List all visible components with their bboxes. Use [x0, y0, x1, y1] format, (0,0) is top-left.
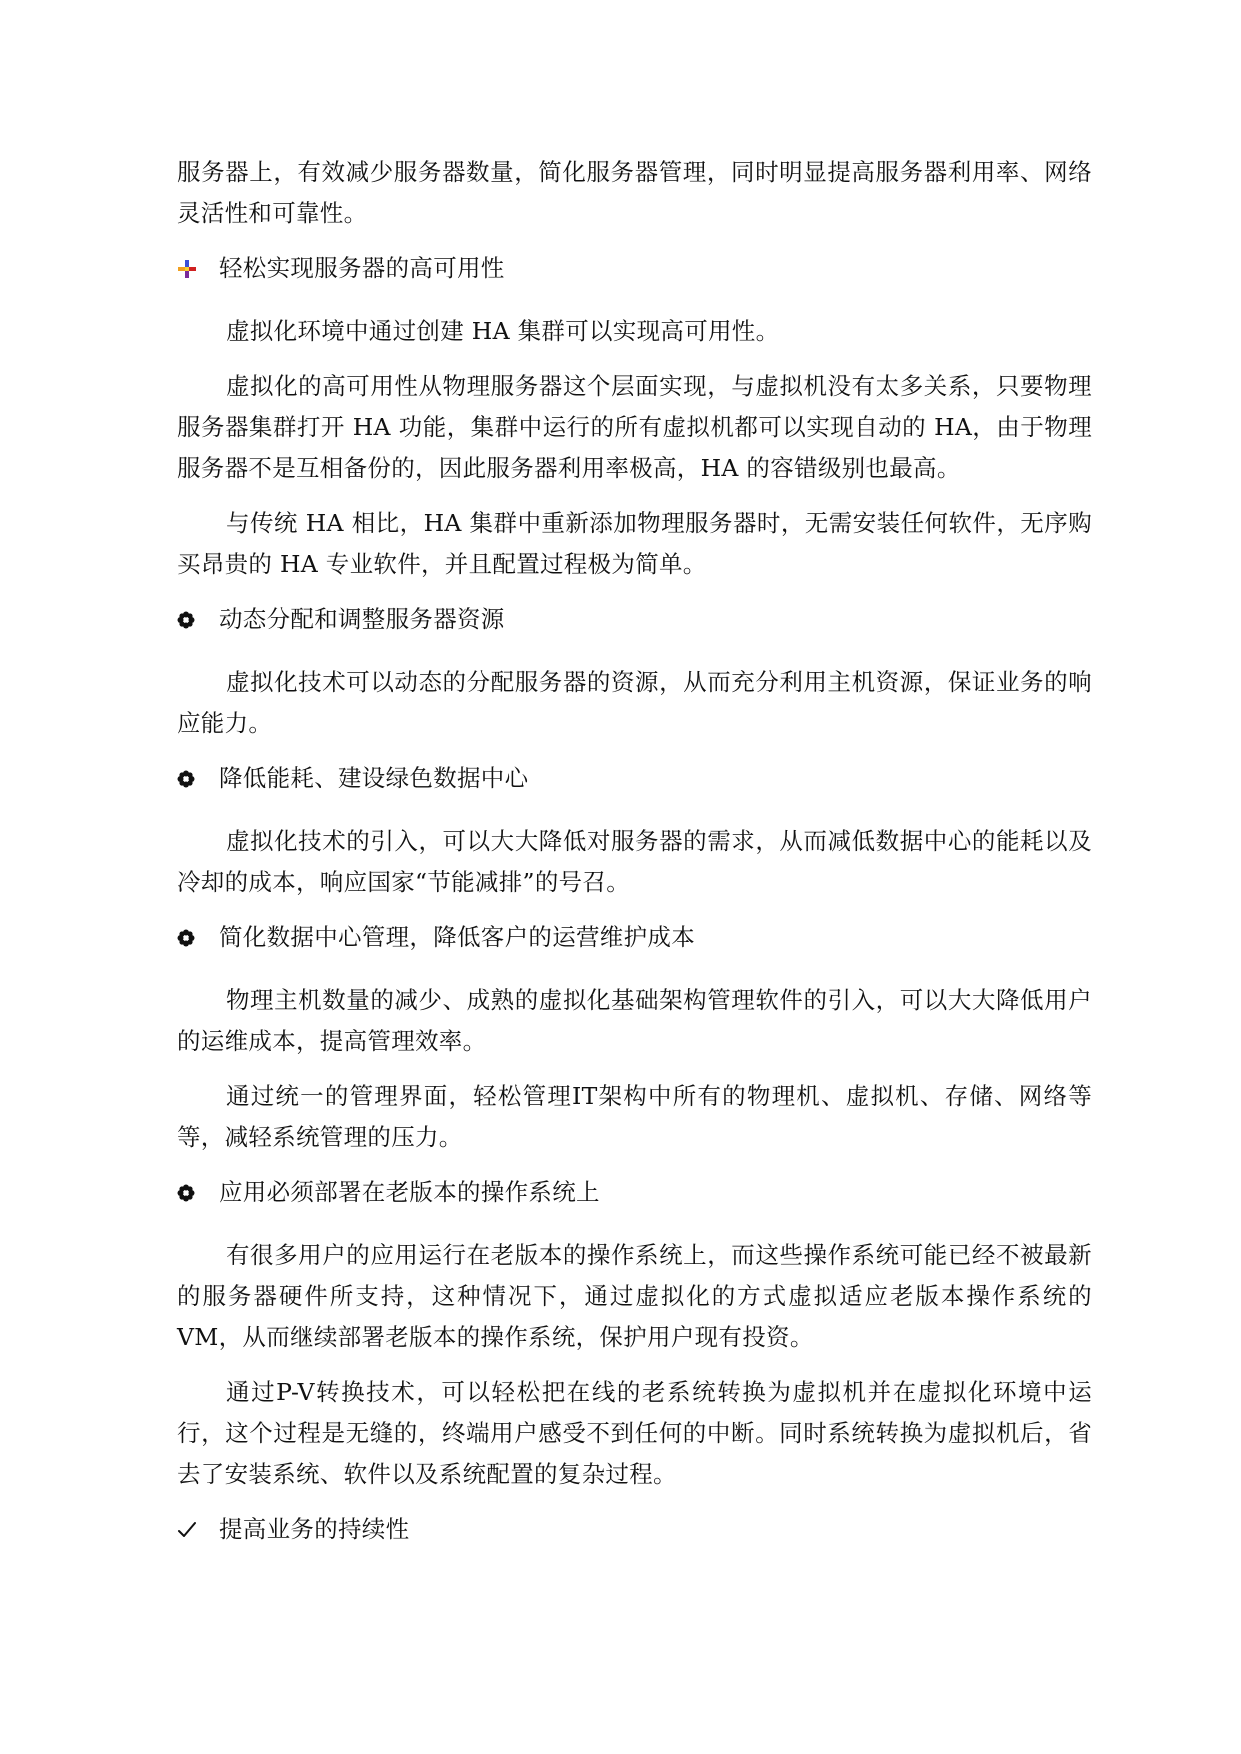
heading-text: 降低能耗、建设绿色数据中心	[219, 764, 529, 792]
paragraph: 通过P-V转换技术，可以轻松把在线的老系统转换为虚拟机并在虚拟化环境中运行，这个过程是无缝的，终端用户感受不到任何的中断。同时系统转换为虚拟机后，省去了安装系统、软件以及系统配置的复杂过程。	[177, 1378, 1092, 1488]
heading-dynamic-allocation	[177, 599, 1092, 640]
paragraph: 虚拟化的高可用性从物理服务器这个层面实现，与虚拟机没有太多关系，只要物理服务器集群打开 HA 功能，集群中运行的所有虚拟机都可以实现自动的 HA，由于物理服务器不是互相备份的，因此服务器利用率极高，HA 的容错级别也最高。	[177, 372, 1092, 482]
paragraph: 与传统 HA 相比，HA 集群中重新添加物理服务器时，无需安装任何软件，无序购买昂贵的 HA 专业软件，并且配置过程极为简单。	[177, 509, 1092, 578]
paragraph: 通过统一的管理界面，轻松管理IT架构中所有的物理机、虚拟机、存储、网络等等，减轻系统管理的压力。	[177, 1082, 1092, 1151]
paragraph: 物理主机数量的减少、成熟的虚拟化基础架构管理软件的引入，可以大大降低用户的运维成本，提高管理效率。	[177, 986, 1092, 1055]
paragraph: 有很多用户的应用运行在老版本的操作系统上，而这些操作系统可能已经不被最新的服务器硬件所支持，这种情况下，通过虚拟化的方式虚拟适应老版本操作系统的VM，从而继续部署老版本的操作系统，保护用户现有投资。	[177, 1241, 1092, 1351]
document-content	[177, 152, 1092, 1572]
heading-text: 提高业务的持续性	[219, 1515, 410, 1543]
heading-simplify-management	[177, 917, 1092, 958]
heading-text: 轻松实现服务器的高可用性	[219, 254, 505, 282]
flower-bullet-icon	[177, 611, 219, 629]
flower-bullet-icon	[177, 929, 219, 947]
heading-text: 简化数据中心管理，降低客户的运营维护成本	[219, 923, 695, 951]
heading-text: 应用必须部署在老版本的操作系统上	[219, 1178, 600, 1206]
flower-bullet-icon	[177, 770, 219, 788]
heading-text: 动态分配和调整服务器资源	[219, 605, 505, 633]
heading-high-availability	[177, 248, 1092, 289]
heading-energy-saving	[177, 758, 1092, 799]
paragraph-continuation: 服务器上，有效减少服务器数量，简化服务器管理，同时明显提高服务器利用率、网络灵活性和可靠性。	[177, 158, 1092, 227]
heading-business-continuity	[177, 1509, 1092, 1550]
paragraph: 虚拟化技术可以动态的分配服务器的资源，从而充分利用主机资源，保证业务的响应能力。	[177, 668, 1092, 737]
flower-bullet-icon	[177, 1184, 219, 1202]
colored-cross-bullet-icon	[177, 259, 219, 279]
paragraph: 虚拟化环境中通过创建 HA 集群可以实现高可用性。	[226, 317, 780, 345]
paragraph: 虚拟化技术的引入，可以大大降低对服务器的需求，从而减低数据中心的能耗以及冷却的成本，响应国家“节能减排”的号召。	[177, 827, 1092, 896]
check-mark-icon	[177, 1521, 219, 1539]
heading-legacy-os	[177, 1172, 1092, 1213]
